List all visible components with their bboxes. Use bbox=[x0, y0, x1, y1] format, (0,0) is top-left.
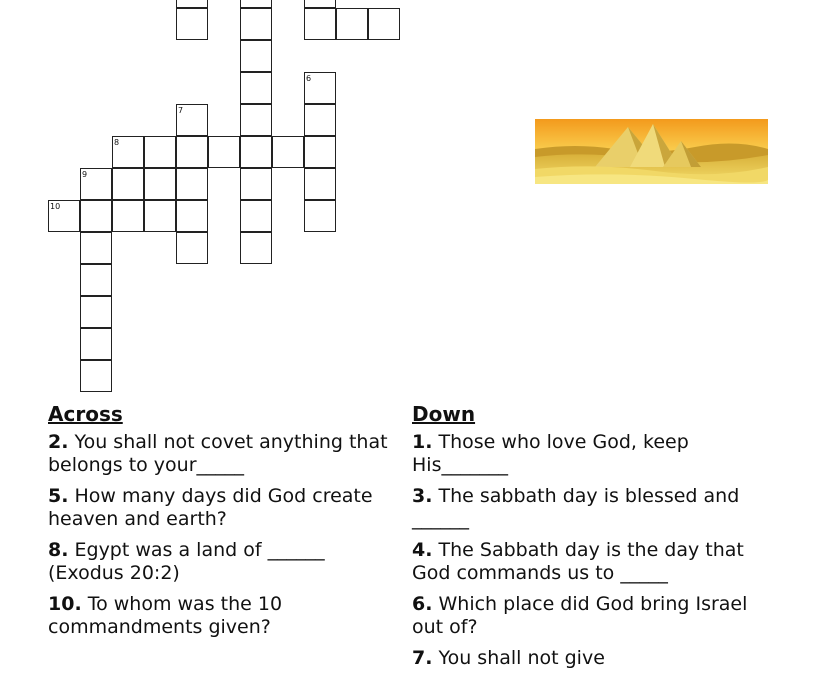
grid-cell[interactable] bbox=[240, 72, 272, 104]
grid-cell[interactable] bbox=[176, 8, 208, 40]
grid-cell[interactable] bbox=[336, 8, 368, 40]
crossword-grid bbox=[0, 0, 420, 400]
down-title: Down bbox=[412, 402, 476, 426]
grid-cell[interactable] bbox=[304, 104, 336, 136]
grid-cell[interactable] bbox=[240, 136, 272, 168]
grid-cell[interactable] bbox=[240, 200, 272, 232]
grid-cell[interactable] bbox=[144, 200, 176, 232]
grid-cell[interactable] bbox=[304, 200, 336, 232]
down-clue-1: 1. Those who love God, keep His_______ bbox=[412, 431, 689, 476]
grid-number: 10 bbox=[50, 202, 61, 211]
grid-cell[interactable] bbox=[80, 296, 112, 328]
grid-cell[interactable] bbox=[176, 200, 208, 232]
grid-cell[interactable] bbox=[240, 232, 272, 264]
grid-number: 6 bbox=[306, 74, 312, 83]
grid-cell[interactable] bbox=[176, 136, 208, 168]
grid-cell[interactable] bbox=[144, 136, 176, 168]
pyramids-image bbox=[535, 119, 768, 184]
across-clue-5: 5. How many days did God create heaven and earth? bbox=[48, 485, 373, 530]
grid-cell[interactable] bbox=[272, 136, 304, 168]
grid-cell[interactable] bbox=[144, 168, 176, 200]
across-clue-8: 8. Egypt was a land of ______ (Exodus 20:2) bbox=[48, 539, 325, 584]
grid-cell[interactable] bbox=[112, 168, 144, 200]
grid-cell[interactable] bbox=[176, 168, 208, 200]
grid-cell[interactable] bbox=[80, 200, 112, 232]
grid-cell[interactable] bbox=[80, 232, 112, 264]
grid-number: 8 bbox=[114, 138, 120, 147]
down-clue-7: 7. You shall not give bbox=[412, 647, 605, 669]
across-clue-10: 10. To whom was the 10 commandments given? bbox=[48, 593, 283, 638]
grid-cell[interactable] bbox=[240, 40, 272, 72]
grid-cell[interactable] bbox=[176, 232, 208, 264]
across-clues bbox=[48, 402, 388, 647]
grid-cell[interactable] bbox=[240, 104, 272, 136]
grid-cell[interactable] bbox=[80, 328, 112, 360]
grid-number: 7 bbox=[178, 106, 184, 115]
down-clues bbox=[412, 402, 772, 678]
grid-cell[interactable] bbox=[208, 136, 240, 168]
across-title: Across bbox=[48, 402, 123, 426]
down-clue-3: 3. The sabbath day is blessed and ______ bbox=[412, 485, 740, 530]
grid-cell[interactable] bbox=[80, 264, 112, 296]
grid-cell[interactable] bbox=[176, 0, 208, 8]
grid-cell[interactable] bbox=[240, 168, 272, 200]
grid-cell[interactable] bbox=[240, 0, 272, 8]
grid-cell[interactable] bbox=[240, 8, 272, 40]
grid-cell[interactable] bbox=[304, 0, 336, 8]
across-clue-2: 2. You shall not covet anything that belongs to your_____ bbox=[48, 431, 388, 476]
down-clue-4: 4. The Sabbath day is the day that God commands us to _____ bbox=[412, 539, 744, 584]
grid-cell[interactable] bbox=[80, 360, 112, 392]
grid-number: 9 bbox=[82, 170, 88, 179]
grid-cell[interactable] bbox=[304, 136, 336, 168]
down-clue-6: 6. Which place did God bring Israel out of? bbox=[412, 593, 748, 638]
grid-cell[interactable] bbox=[368, 8, 400, 40]
grid-cell[interactable] bbox=[304, 8, 336, 40]
grid-cell[interactable] bbox=[304, 168, 336, 200]
grid-cell[interactable] bbox=[112, 200, 144, 232]
